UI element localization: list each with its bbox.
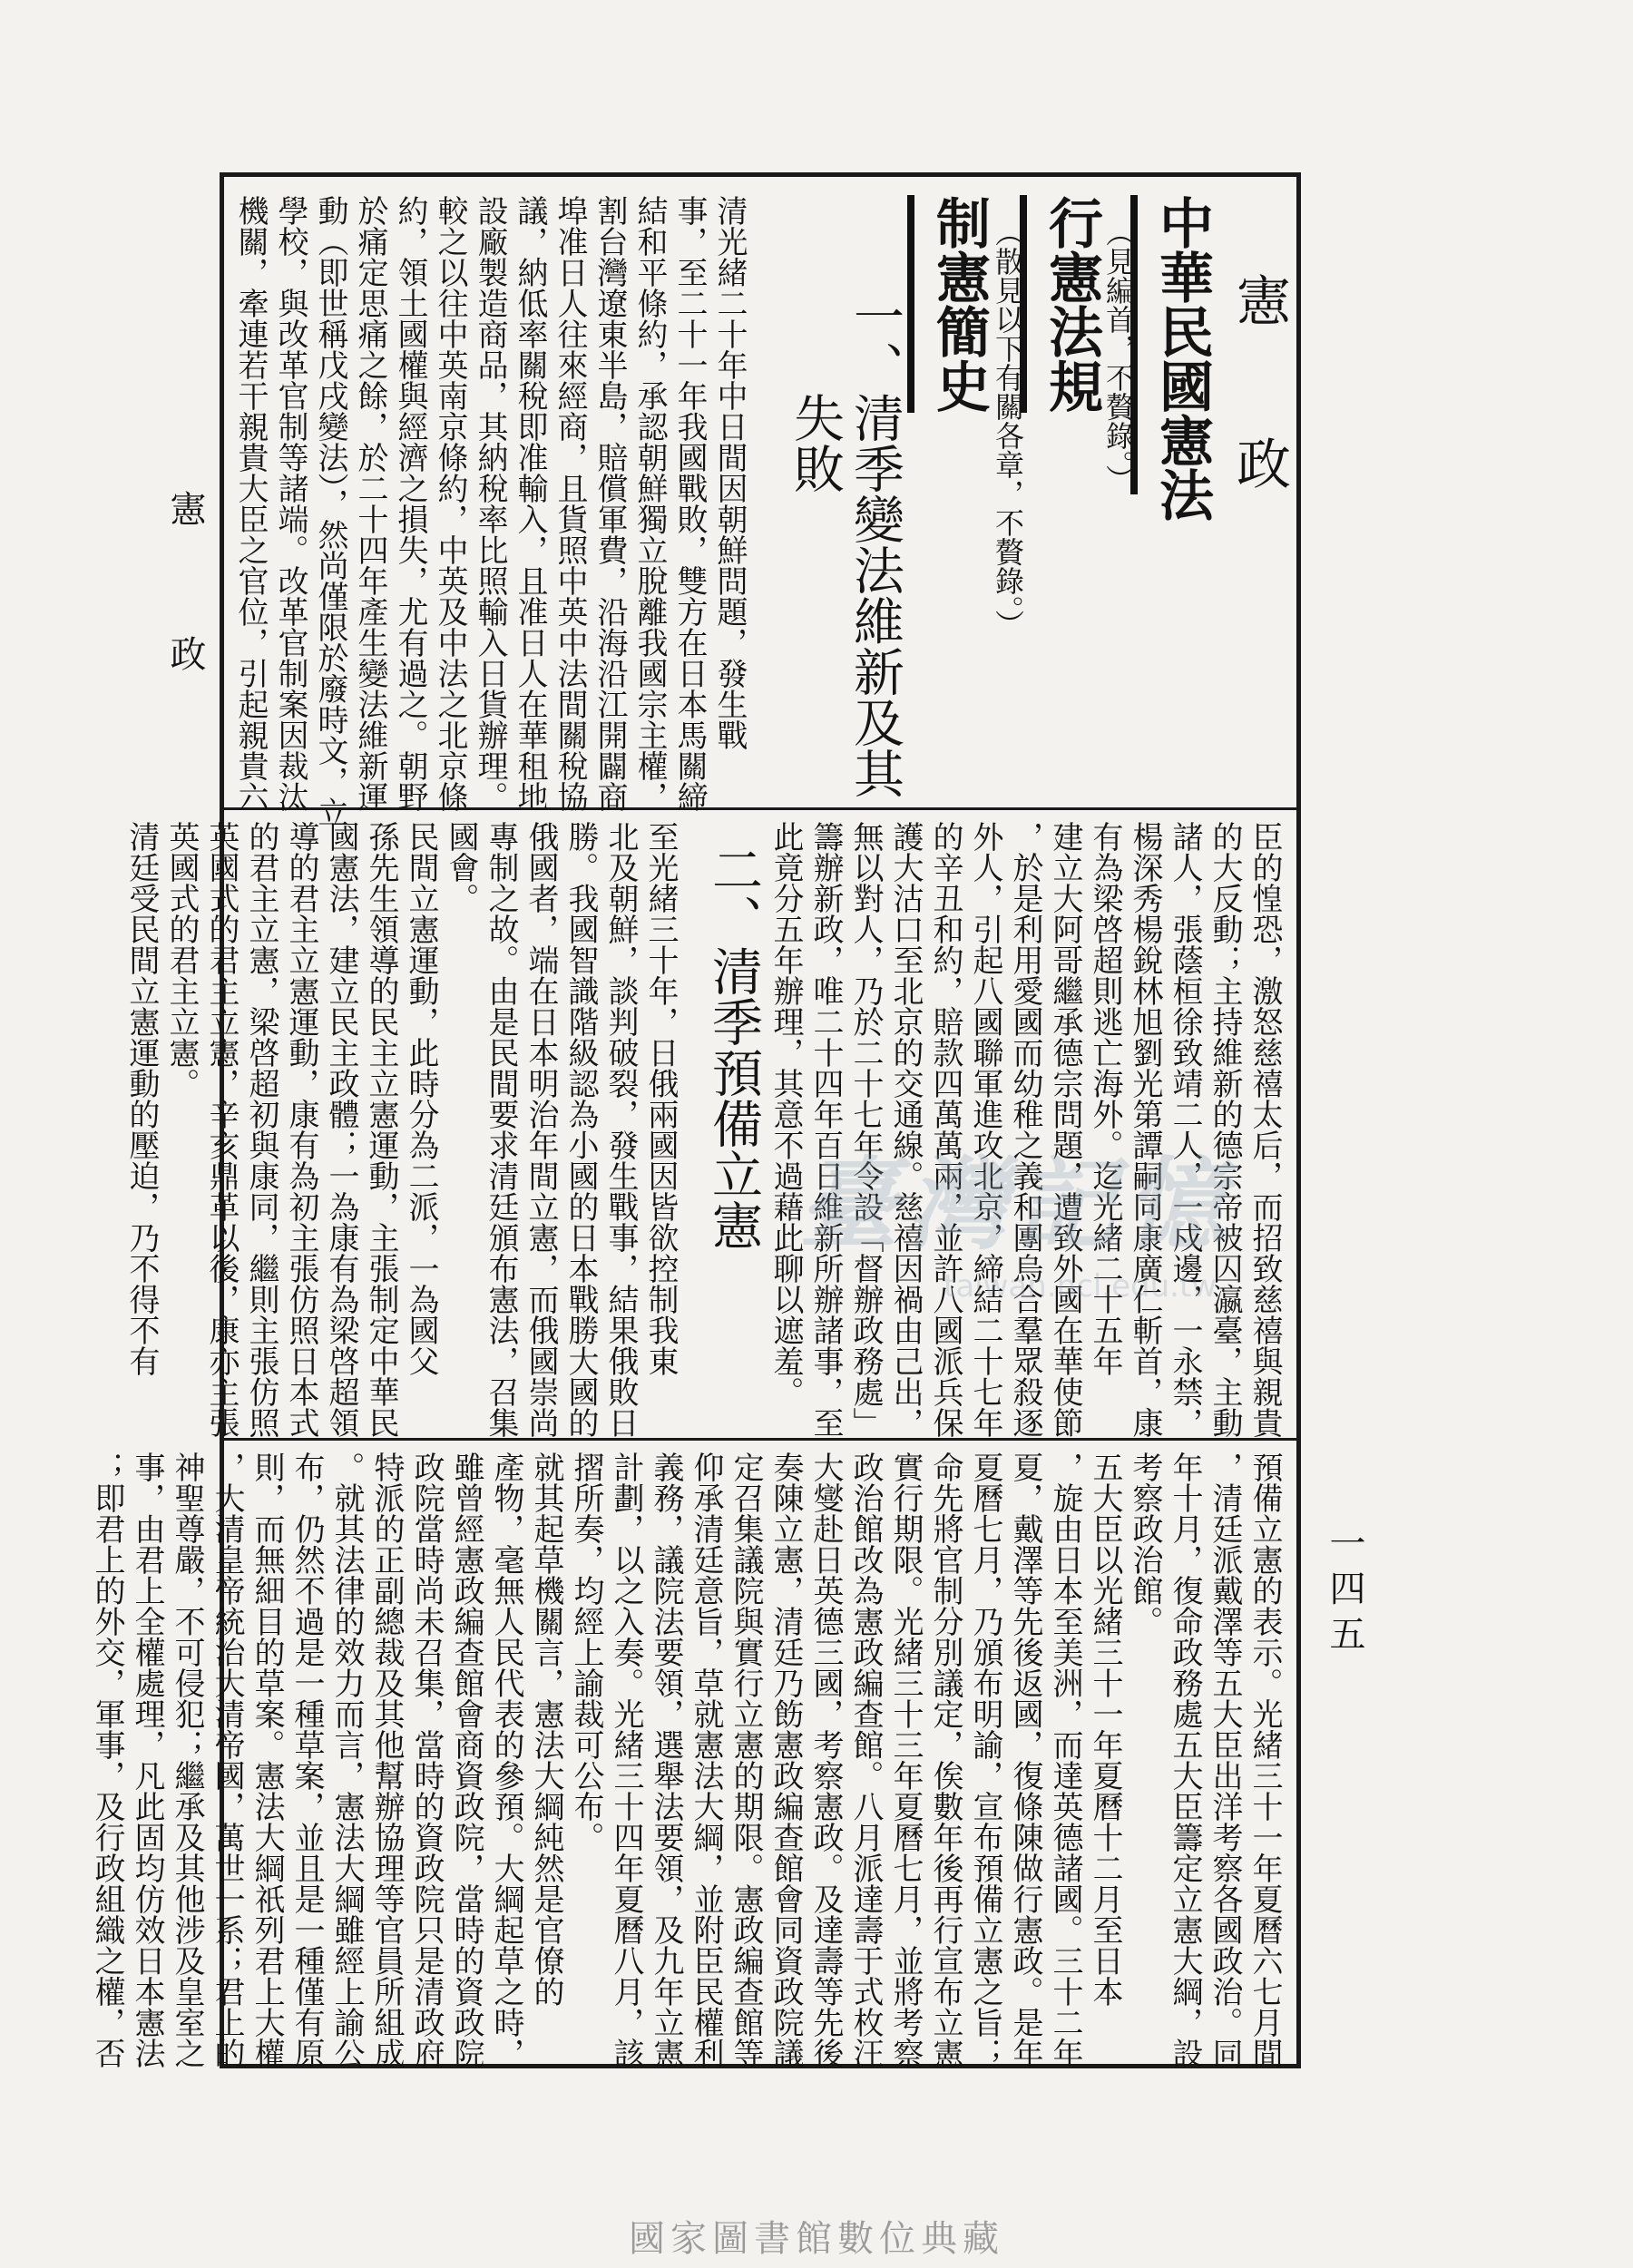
text-line: 於痛定思痛之餘，於二十四年產生變法維新運: [352, 195, 388, 812]
text-line: 專制之故。由是民間要求清廷頒布憲法，召集: [483, 821, 519, 1438]
text-line: 特派的正副總裁及其他幫辦協理等官員所組成: [368, 1452, 405, 2068]
text-line: 產物，毫無人民代表的參預。大綱起草之時，: [488, 1452, 524, 2068]
text-line: ，大清皇帝統治大清帝國，萬世一系；君上的: [209, 1452, 245, 2068]
section-2-text: [123, 821, 680, 1438]
text-line: 夏曆七月，乃頒布明諭，宣布預備立憲之旨；: [967, 1452, 1003, 2068]
section-title-history: 制憲簡史: [927, 195, 991, 413]
text-line: 埠准日人往來經商，且貨照中英中法間關稅協: [552, 195, 588, 812]
text-line: 護大沽口至北京的交通線。慈禧因禍由己出，: [887, 821, 924, 1438]
section-2-continued-text: [89, 1452, 1285, 2068]
text-line: 臣的惶恐，激怒慈禧太后，而招致慈禧與親貴: [1247, 821, 1283, 1438]
watermark: [798, 1125, 1306, 1305]
text-line: 定召集議院與實行立憲的期限。憲政編查館等: [728, 1452, 764, 2068]
text-line: 預備立憲的表示。光緒三十一年夏曆六七月間: [1247, 1452, 1283, 2068]
page-title: 憲 政: [1227, 272, 1291, 490]
text-line: 政院當時尚未召集，當時的資政院只是清政府: [408, 1452, 445, 2068]
divider-middle: [220, 1438, 1301, 1441]
text-line: 較之以往中英南京條約，中英及中法之北京條: [432, 195, 468, 812]
text-line: 義務，議院法要領，選舉法要領，及九年立憲: [648, 1452, 684, 2068]
text-line: 建立大阿哥繼承德宗問題，遭致外國在華使節: [1047, 821, 1083, 1438]
text-line: 清廷受民間立憲運動的壓迫，乃不得不有: [123, 821, 160, 1376]
text-line: 。就其法律的效力而言，憲法大綱雖經上諭公: [328, 1452, 365, 2068]
section-heading-2: 二、清季預備立憲: [704, 844, 763, 1250]
section-note-laws: （散見以下有關各章，不贅錄。）: [991, 218, 1025, 639]
text-line: 無以對人，乃於二十七年令設「督辦政務處」: [847, 821, 884, 1438]
text-line: ；即君上的外交，軍事，及行政組織之權，否: [89, 1452, 125, 2068]
text-line: 北及朝鮮，談判破裂，發生戰事，結果俄敗日: [602, 821, 639, 1438]
watermark-logo: 臺灣記憶: [798, 1147, 1234, 1263]
text-line: 神聖尊嚴，不可侵犯；繼承及其他涉及皇室之: [169, 1452, 205, 2068]
text-line: ，旋由日本至美洲，而達英德諸國。三十二年: [1047, 1452, 1083, 2068]
text-line: 仰承清廷意旨，草就憲法大綱，並附臣民權利: [688, 1452, 724, 2068]
text-line: 夏，戴澤等先後返國，復條陳做行憲政。是年: [1007, 1452, 1043, 2068]
text-line: 結和平條約，承認朝鮮獨立脫離我國宗主權，: [631, 195, 668, 812]
text-line: 英國式的君主立憲，辛亥鼎革以後，康亦主張: [203, 821, 240, 1438]
text-line: 布，仍然不過是一種草案，並且是一種僅有原: [288, 1452, 325, 2068]
text-line: 英國式的君主立憲。: [163, 821, 200, 1099]
text-line: 割台灣遼東半島，賠償軍費，沿海沿江開闢商: [592, 195, 628, 812]
text-line: 事，由君上全權處理，凡此固均仿效日本憲法: [129, 1452, 165, 2068]
text-line: 學校，與改革官制等諸端。改革官制案因裁汰: [272, 195, 308, 812]
text-line: 清光緒二十年中日間因朝鮮問題，發生戰: [711, 195, 748, 750]
text-line: 諸人，張蔭桓徐致靖二人，一戍邊，一永禁，: [1167, 821, 1203, 1438]
text-line: 奏陳立憲，清廷乃飭憲政編查館會同資政院議: [768, 1452, 804, 2068]
text-line: 五大臣以光緒三十一年夏曆十二月至日本: [1087, 1452, 1123, 2007]
text-line: 籌辦新政，唯二十四年百日維新所辦諸事，至: [807, 821, 844, 1438]
text-line: 導的君主立憲運動，康有為初主張仿照日本式: [283, 821, 319, 1438]
text-line: 約，領土國權與經濟之損失，尤有過之。朝野: [392, 195, 428, 812]
text-line: 命先將官制分別議定，俟數年後再行宣布立憲: [927, 1452, 963, 2068]
section-title-constitution: 中華民國憲法: [1150, 195, 1214, 522]
watermark-url: taiwan.ncl.edu.tw: [944, 1268, 1217, 1305]
text-line: 俄國者，端在日本明治年間立憲，而俄國崇尚: [523, 821, 559, 1438]
text-line: ，於是利用愛國而幼稚之義和團烏合羣眾殺逐: [1007, 821, 1043, 1438]
text-line: 設廠製造商品，其納稅率比照輸入日貨辦理。: [472, 195, 508, 812]
text-line: 國憲法，建立民主政體；一為康有為梁啓超領: [323, 821, 359, 1438]
text-line: 計劃，以之入奏。光緒三十四年夏曆八月，該: [608, 1452, 644, 2068]
section-heading-1: 一、清季變法維新及其: [846, 290, 905, 798]
text-line: 至光緒三十年，日俄兩國因皆欲控制我東: [642, 821, 679, 1376]
text-line: 有為梁啓超則逃亡海外。迄光緒二十五年: [1087, 821, 1123, 1376]
text-line: 就其起草機關言，憲法大綱純然是官僚的: [528, 1452, 564, 2007]
text-line: 雖曾經憲政編查館會商資政院，當時的資政院: [448, 1452, 484, 2068]
text-line: 的君主立憲，梁啓超初與康同，繼則主張仿照: [243, 821, 279, 1438]
text-line: 則，而無細目的草案。憲法大綱祇列君上大權: [249, 1452, 285, 2068]
text-line: 摺所奏，均經上諭裁可公布。: [568, 1452, 604, 1853]
page-number: 一四五: [1324, 1524, 1365, 1660]
text-line: ，清廷派戴澤等五大臣出洋考察各國政治。同: [1207, 1452, 1243, 2068]
text-line: 的辛丑和約，賠款四萬萬兩，並許八國派兵保: [927, 821, 963, 1438]
section-heading-1b: 失敗: [786, 290, 845, 494]
text-line: 大燮赴日英德三國，考察憲政。及達壽等先後: [807, 1452, 844, 2068]
footer-credit: 國家圖書館數位典藏: [629, 2218, 1004, 2260]
text-line: 國會。: [443, 821, 479, 914]
section-title-laws: 行憲法規: [1040, 195, 1103, 413]
text-line: 議，納低率關稅即准輸入，且准日人在華租地: [512, 195, 548, 812]
section-note-constitution: （見編首，不贅錄。）: [1101, 218, 1136, 494]
text-line: 年十月，復命政務處五大臣籌定立憲大綱，設: [1167, 1452, 1203, 2068]
section-1-text: [232, 195, 749, 827]
text-line: 動（即世稱戊戌變法），然尚僅限於廢時文，立: [312, 195, 348, 827]
text-line: 機關，牽連若干親貴大臣之官位，引起親貴六: [232, 195, 269, 812]
text-line: 此竟分五年辦理，其意不過藉此聊以遮羞。: [768, 821, 804, 1407]
running-header: 憲 政: [164, 490, 206, 708]
text-line: 勝。我國智識階級認為小國的日本戰勝大國的: [562, 821, 599, 1438]
text-line: 外人，引起八國聯軍進攻北京，締結二十七年: [967, 821, 1003, 1438]
text-line: 的大反動；主持維新的德宗帝被囚瀛臺，主動: [1207, 821, 1243, 1438]
text-line: 民間立憲運動，此時分為二派，一為國父: [403, 821, 439, 1376]
text-line: 實行期限。光緒三十三年夏曆七月，並將考察: [887, 1452, 924, 2068]
text-line: 政治館改為憲政編查館。八月派達壽于式枚汪: [847, 1452, 884, 2068]
text-line: 考察政治館。: [1127, 1452, 1163, 1637]
text-line: 事，至二十一年我國戰敗，雙方在日本馬關締: [671, 195, 708, 812]
text-line: 孫先生領導的民主立憲運動，主張制定中華民: [363, 821, 399, 1438]
text-line: 楊深秀楊銳林旭劉光第譚嗣同康廣仁斬首，康: [1127, 821, 1163, 1438]
